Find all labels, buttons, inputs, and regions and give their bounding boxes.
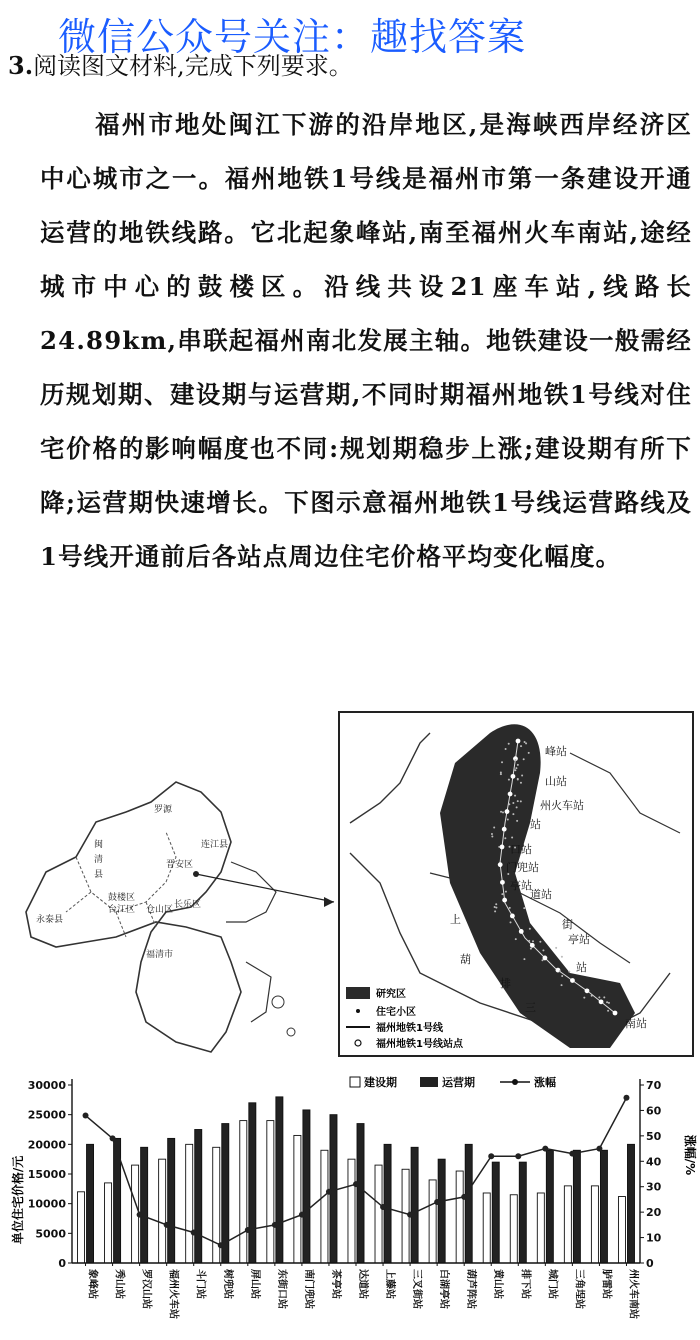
bar-construction [186, 1144, 193, 1263]
bar-operation [249, 1103, 256, 1263]
y-tick-label: 25000 [27, 1108, 66, 1122]
x-tick-label: 屏山站 [248, 1269, 260, 1299]
growth-point [218, 1242, 224, 1248]
y2-tick-label: 50 [646, 1129, 662, 1143]
map-residential-dot [561, 975, 563, 977]
map-station-dot [502, 827, 507, 832]
bar-construction [240, 1121, 247, 1263]
map-residential-dot [511, 836, 513, 838]
legend-metro-line: 福州地铁1号线 [376, 1023, 443, 1034]
growth-point [542, 1146, 548, 1152]
x-tick-label: 象峰站 [86, 1269, 98, 1299]
map-residential-dot [515, 938, 517, 940]
y2-tick-label: 30 [646, 1180, 662, 1194]
bar-construction [267, 1121, 274, 1263]
growth-point [407, 1212, 413, 1218]
x-tick-label: 排下站 [519, 1269, 531, 1299]
x-tick-label: 罗汉山站 [140, 1269, 152, 1309]
bar-operation [492, 1162, 499, 1263]
bar-construction [294, 1135, 301, 1263]
x-tick-label: 白湖亭站 [438, 1269, 450, 1309]
map-station-label: 山站 [545, 775, 567, 788]
map-station-dot [500, 880, 505, 885]
legend-residential: 住宅小区 [376, 1007, 416, 1018]
overview-label: 连江县 [201, 840, 229, 850]
legend-growth: 涨幅 [534, 1076, 556, 1089]
growth-point [596, 1146, 602, 1152]
map-station-dot [498, 862, 503, 867]
map-residential-dot [559, 970, 561, 972]
x-tick-label: 达道站 [357, 1269, 368, 1299]
x-tick-label: 福州火车站 [167, 1269, 179, 1319]
map-residential-dot [508, 779, 510, 781]
map-residential-dot [494, 910, 496, 912]
map-station-dot [502, 898, 507, 903]
x-tick-label: 树兜站 [221, 1269, 233, 1299]
growth-point [83, 1113, 89, 1119]
bar-operation [519, 1162, 526, 1263]
map-residential-dot [517, 764, 519, 766]
map-residential-dot [555, 947, 557, 949]
growth-point [488, 1153, 494, 1159]
x-tick-label: 葫芦阵站 [465, 1269, 477, 1309]
map-residential-dot [494, 906, 496, 908]
legend-swatch-operation [420, 1077, 438, 1087]
bar-operation [546, 1150, 553, 1263]
bar-operation [465, 1144, 472, 1263]
growth-point [623, 1095, 629, 1101]
bar-construction [510, 1195, 517, 1263]
map-residential-dot [528, 752, 530, 754]
bar-construction [321, 1150, 328, 1263]
y2-axis-label: 涨幅/% [683, 1134, 697, 1176]
y-tick-label: 10000 [27, 1197, 66, 1211]
bar-operation [141, 1147, 148, 1263]
map-station-label: 排 [500, 977, 511, 990]
map-residential-dot [491, 835, 493, 837]
bar-operation [411, 1147, 418, 1263]
bar-operation [330, 1115, 337, 1263]
growth-point [137, 1212, 143, 1218]
map-legend [346, 987, 464, 1050]
map-residential-dot [515, 759, 517, 761]
map-station-label: 峰站 [545, 745, 567, 758]
x-tick-label: 三叉街站 [411, 1269, 423, 1309]
y-tick-label: 0 [58, 1257, 66, 1270]
growth-point [326, 1189, 332, 1195]
map-residential-dot [508, 803, 510, 805]
legend-metro-station: 福州地铁1号线站点 [376, 1039, 463, 1050]
map-residential-dot [520, 782, 522, 784]
map-residential-dot [498, 846, 500, 848]
y-tick-label: 15000 [27, 1168, 66, 1181]
map-station-label: 口站 [510, 843, 532, 856]
growth-point [515, 1153, 521, 1159]
map-station-label: 三 [525, 1001, 536, 1014]
map-residential-dot [528, 940, 530, 942]
question-number: 3. [8, 51, 34, 80]
map-station-dot [530, 943, 535, 948]
overview-label: 闽 [94, 840, 104, 850]
bar-operation [627, 1144, 634, 1263]
overview-label: 台江区 [108, 905, 136, 915]
question-paragraph: 福州市地处闽江下游的沿岸地区,是海峡西岸经济区中心城市之一。福州地铁1号线是福州市第一条建设开通运营的地铁线路。它北起象峰站,南至福州火车南站,途经城市中心的鼓楼区。沿线共设21座车站,线路长24.89km,串联起福州南北发展主轴。地铁建设一般需经历规划期、建设期与运营期,不同时期福州地铁1号线对住宅价格的影响幅度也不同:规划期稳步上涨;建设期有所下降;运营期快速增长。下图示意福州地铁1号线运营路线及1号线开通前后各站点周边住宅价格平均变化幅度。 [40, 110, 692, 571]
map-station-label: 州火车站 [540, 799, 584, 812]
overview-label: 县 [94, 870, 104, 880]
map-residential-dot [568, 971, 570, 973]
bar-operation [195, 1130, 202, 1264]
bar-construction [105, 1183, 112, 1263]
map-station-dot [511, 774, 516, 779]
growth-point [164, 1222, 170, 1228]
map-residential-dot [512, 813, 514, 815]
bar-operation [303, 1110, 310, 1263]
question-instruction: 阅读图文材料,完成下列要求。 [33, 52, 353, 80]
map-station-label: 道站 [530, 888, 552, 901]
bar-construction [375, 1165, 382, 1263]
x-tick-label: 上藤站 [384, 1269, 396, 1299]
overview-label: 长乐区 [174, 900, 202, 910]
x-tick-label: 三角埕站 [573, 1269, 585, 1309]
y-axis-label: 单位住宅价格/元 [11, 1155, 25, 1245]
map-residential-dot [591, 995, 593, 997]
map-station-dot [585, 988, 590, 993]
growth-point [380, 1204, 386, 1210]
y-tick-label: 30000 [27, 1079, 66, 1092]
map-residential-dot [521, 775, 523, 777]
bar-operation [573, 1150, 580, 1263]
x-tick-label: 斗门站 [194, 1269, 206, 1299]
map-station-dot [613, 1011, 618, 1016]
bar-operation [168, 1138, 175, 1263]
growth-point [461, 1194, 467, 1200]
growth-point [569, 1151, 575, 1157]
chart-legend [350, 1075, 556, 1089]
map-residential-dot [561, 984, 563, 986]
bar-construction [77, 1192, 84, 1263]
map-residential-dot [542, 949, 544, 951]
bar-construction [456, 1171, 463, 1263]
overview-label: 罗源 [154, 805, 173, 815]
bar-construction [159, 1159, 166, 1263]
y2-tick-label: 20 [646, 1206, 662, 1220]
map-residential-dot [510, 921, 512, 923]
bar-construction [537, 1193, 544, 1263]
question-paragraph-block [40, 98, 692, 584]
map-station-label: 葫 [460, 953, 471, 966]
map-residential-dot [539, 941, 541, 943]
bar-construction [429, 1180, 436, 1263]
map-residential-dot [607, 1010, 609, 1012]
legend-construction: 建设期 [364, 1076, 397, 1089]
map-residential-dot [505, 891, 507, 893]
bar-operation [384, 1144, 391, 1263]
growth-point [272, 1222, 278, 1228]
map-residential-dot [523, 907, 525, 909]
map-residential-dot [530, 948, 532, 950]
watermark: 微信公众号关注：趣找答案 [58, 15, 527, 59]
map-residential-dot [541, 959, 543, 961]
map-residential-dot [514, 769, 516, 771]
bar-operation [87, 1144, 94, 1263]
y-tick-label: 5000 [35, 1227, 66, 1241]
map-residential-dot [523, 958, 525, 960]
map-residential-dot [501, 761, 503, 763]
map-residential-dot [603, 996, 605, 998]
map-station-label: 站 [576, 961, 587, 974]
map-station-label: 亭站 [568, 933, 590, 946]
map-station-label: 站 [530, 818, 541, 831]
map-residential-dot [514, 795, 516, 797]
map-residential-dot [515, 767, 517, 769]
map-residential-dot [608, 1002, 610, 1004]
growth-point [434, 1199, 440, 1205]
map-residential-dot [532, 940, 534, 942]
map-residential-dot [524, 741, 526, 743]
map-residential-dot [500, 811, 502, 813]
map-residential-dot [516, 820, 518, 822]
growth-point [110, 1135, 116, 1141]
bar-operation [600, 1150, 607, 1263]
map-residential-dot [529, 928, 531, 930]
growth-point [191, 1229, 197, 1235]
y-tick-label: 20000 [27, 1138, 66, 1152]
map-residential-dot [525, 742, 527, 744]
map-residential-dot [501, 893, 503, 895]
map-residential-dot [520, 800, 522, 802]
map-residential-dot [583, 997, 585, 999]
map-residential-dot [598, 996, 600, 998]
map-residential-dot [517, 778, 519, 780]
map-residential-dot [493, 826, 495, 828]
y2-tick-label: 60 [646, 1104, 662, 1118]
map-station-dot [519, 929, 524, 934]
bar-construction [591, 1186, 598, 1263]
map-station-dot [510, 914, 515, 919]
map-residential-dot [606, 1001, 608, 1003]
x-tick-label: 秀山站 [113, 1269, 125, 1299]
map-residential-dot [561, 956, 563, 958]
map-station-dot [505, 809, 510, 814]
map-residential-dot [495, 907, 497, 909]
y2-tick-label: 40 [646, 1155, 662, 1169]
study-area [440, 724, 635, 1048]
overview-label: 晋安区 [166, 860, 194, 870]
map-station-label: 南站 [625, 1017, 647, 1030]
x-tick-label: 东街口站 [275, 1269, 287, 1309]
map-residential-dot [505, 748, 507, 750]
map-residential-dot [504, 837, 506, 839]
map-residential-dot [509, 907, 511, 909]
question-header [8, 46, 353, 81]
growth-point [353, 1181, 359, 1187]
map-station-dot [516, 739, 521, 744]
map-residential-dot [516, 806, 518, 808]
map-residential-dot [491, 833, 493, 835]
x-tick-label: 黄山站 [492, 1269, 504, 1299]
x-tick-label: 茶亭站 [329, 1269, 341, 1299]
map-station-label: 街 [562, 918, 573, 931]
metro-line-map [338, 711, 694, 1057]
bar-construction [618, 1197, 625, 1263]
metro-map-svg [340, 713, 692, 1055]
map-residential-dot [507, 819, 509, 821]
map-residential-dot [502, 811, 504, 813]
bar-operation [438, 1159, 445, 1263]
price-change-chart [0, 1065, 700, 1340]
y2-tick-label: 70 [646, 1079, 662, 1092]
map-station-dot [508, 792, 513, 797]
x-tick-label: 城门站 [546, 1269, 558, 1299]
map-station-dot [599, 999, 604, 1004]
bar-operation [357, 1124, 364, 1263]
map-residential-dot [520, 745, 522, 747]
legend-swatch-construction [350, 1077, 360, 1087]
map-residential-dot [512, 802, 514, 804]
map-station-dot [500, 845, 505, 850]
overview-label: 清 [94, 855, 104, 865]
map-station-label: 门兜站 [506, 861, 539, 874]
bar-construction [348, 1159, 355, 1263]
bar-operation [276, 1097, 283, 1263]
map-residential-dot [508, 743, 510, 745]
map-station-label: 上 [450, 913, 461, 926]
map-residential-dot [500, 773, 502, 775]
map-residential-dot [523, 758, 525, 760]
y2-tick-label: 10 [646, 1231, 662, 1245]
growth-point [299, 1212, 305, 1218]
overview-label: 福清市 [146, 950, 174, 960]
fuzhou-overview-map [16, 762, 336, 1062]
bar-construction [564, 1186, 571, 1263]
growth-point [245, 1227, 251, 1233]
overview-label: 鼓楼区 [108, 893, 136, 903]
overview-label: 永泰县 [36, 915, 64, 925]
map-station-dot [570, 978, 575, 983]
map-residential-dot [495, 903, 497, 905]
overview-label: 仓山区 [146, 905, 174, 915]
map-station-label: 亭站 [510, 879, 532, 892]
map-residential-dot [517, 800, 519, 802]
x-tick-label: 南门兜站 [302, 1269, 314, 1309]
x-tick-label: 州火车南站 [627, 1269, 639, 1319]
bar-construction [483, 1193, 490, 1263]
legend-study-area: 研究区 [376, 989, 406, 1000]
x-tick-label: 胪雷站 [600, 1269, 612, 1299]
y2-tick-label: 0 [646, 1257, 654, 1270]
pointer-arrow [196, 874, 334, 902]
legend-operation: 运营期 [442, 1076, 475, 1089]
